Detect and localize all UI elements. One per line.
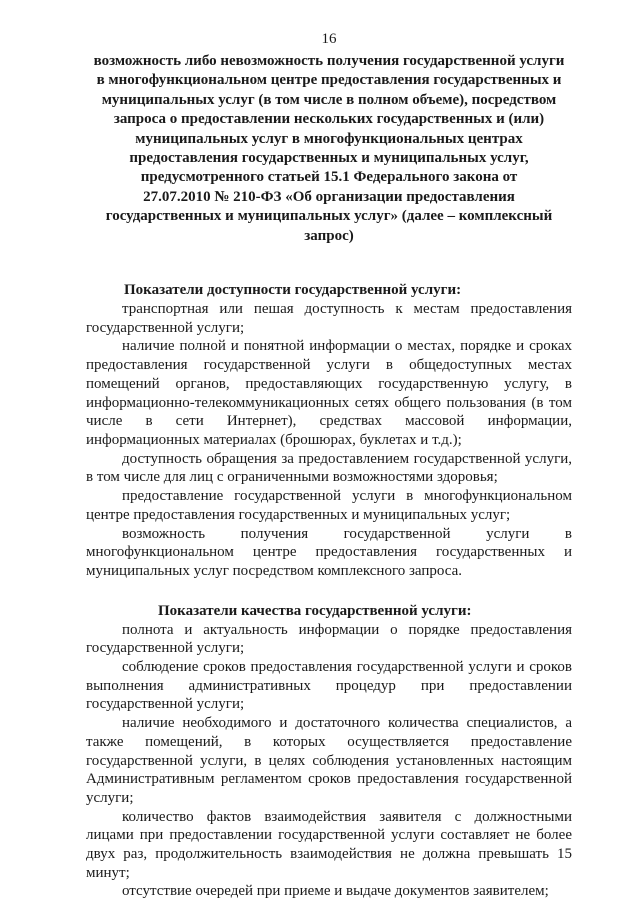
heading-line: запрос) — [304, 227, 354, 244]
list-item: предоставление государственной услуги в многофункциональном центре предоставления государственных и муниципальных услуг; — [86, 488, 572, 523]
section-accessibility — [86, 280, 572, 581]
heading-block — [86, 52, 572, 246]
list-item: доступность обращения за предоставлением государственной услуги, в том числе для лиц с ограниченными возможностями здоровья; — [86, 450, 572, 486]
list-item: отсутствие очередей при приеме и выдаче документов заявителем; — [122, 883, 549, 900]
heading-line: предоставления государственных и муниципальных услуг, — [129, 150, 529, 167]
page-number: 16 — [321, 31, 337, 47]
heading-line: запроса о предоставлении нескольких государственных и (или) — [113, 111, 545, 128]
list-item: возможность получения государственной услуги в многофункциональном центре предоставления государственных и муниципальных услуг посредством комплексного запроса. — [86, 525, 572, 579]
heading-line: муниципальных услуг в многофункциональных центрах — [135, 130, 523, 147]
list-item: наличие необходимого и достаточного количества специалистов, а также помещений, в которых осуществляется предоставление государственной услуги, в целях соблюдения установленных настоящим Административным регламентом сроков предоставления государственной услуги; — [86, 715, 572, 806]
heading-line: предусмотренного статьей 15.1 Федерального закона от — [140, 169, 518, 186]
heading-line: в многофункциональном центре предоставления государственных и — [96, 72, 562, 89]
section-title-accessibility: Показатели доступности государственной услуги: — [124, 282, 462, 299]
list-item: количество фактов взаимодействия заявителя с должностными лицами при предоставлении государственной услуги составляет не более двух раз, продолжительность взаимодействия не должна превышать 15 минут; — [86, 808, 572, 881]
list-item: транспортная или пешая доступность к местам предоставления государственной услуги; — [86, 301, 572, 336]
section-quality — [86, 601, 572, 902]
heading-line: возможность либо невозможность получения государственной услуги — [93, 53, 565, 69]
heading-line: государственных и муниципальных услуг» (далее – комплексный — [105, 208, 553, 225]
list-item: наличие полной и понятной информации о местах, порядке и сроках предоставления государственной услуги в общедоступных местах помещений органов, предоставляющих государственную услугу, в информационно-телекоммуникационных сетях общего пользования (в том числе в сети Интернет), средствах массовой информации, информационных материалах (брошюрах, буклетах и т.д.); — [86, 338, 572, 448]
section-title-quality: Показатели качества государственной услуги: — [158, 602, 472, 619]
list-item: соблюдение сроков предоставления государственной услуги и сроков выполнения административных процедур при предоставлении государственной услуги; — [86, 659, 572, 713]
heading-line: муниципальных услуг (в том числе в полном объеме), посредством — [101, 91, 557, 108]
document-page — [86, 30, 572, 901]
list-item: полнота и актуальность информации о порядке предоставления государственной услуги; — [86, 621, 572, 657]
heading-line: 27.07.2010 № 210-ФЗ «Об организации предоставления — [143, 188, 515, 205]
